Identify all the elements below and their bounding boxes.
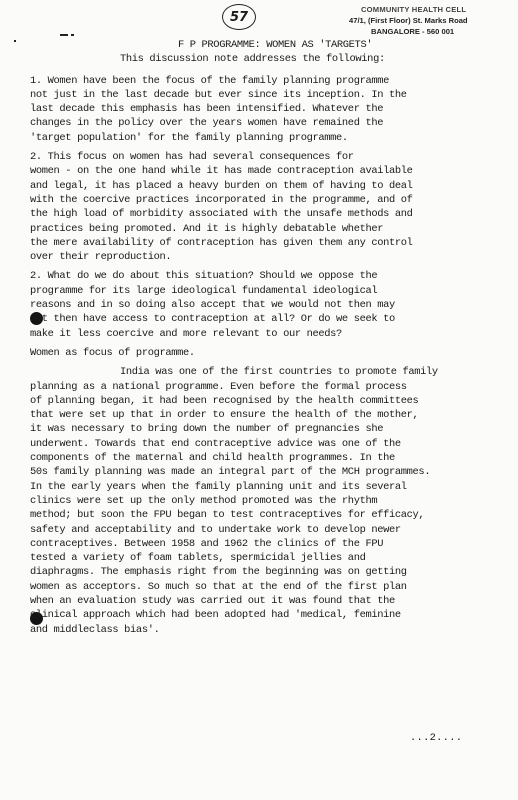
paragraph-line: and middleclass bias'.: [30, 623, 160, 636]
paragraph-1: [30, 74, 508, 145]
paragraph-line: women as acceptors. So much so that at the end of the first plan: [30, 580, 407, 593]
paragraph-line: tested a variety of foam tablets, spermicidal jellies and: [30, 552, 366, 565]
paragraph-line: practices being promoted. And it is highly debatable whether: [30, 222, 384, 235]
paragraph-line: diaphragms. The emphasis right from the beginning was on getting: [30, 566, 407, 579]
continuation-marker: ...2....: [410, 732, 463, 744]
paragraph-line: and legal, it has placed a heavy burden on them of having to deal: [30, 179, 413, 192]
paragraph-line: 2. This focus on women has had several consequences for: [30, 151, 354, 164]
body-paragraph: [30, 365, 508, 637]
paragraph-line: last decade this emphasis has been intensified. Whatever the: [30, 103, 384, 116]
paragraph-line: make it less coercive and more relevant to our needs?: [30, 327, 342, 340]
paragraph-2: [30, 150, 508, 264]
stamp-line-3: BANGALORE - 560 001: [371, 27, 455, 36]
paragraph-line: of planning began, it had been recognised by the health committees: [30, 394, 419, 407]
paragraph-line: 2. What do we do about this situation? Should we oppose the: [30, 270, 378, 283]
scan-speck: [60, 34, 68, 36]
section-subheading: Women as focus of programme.: [30, 346, 195, 359]
paragraph-line: components of the maternal and child health programmes. In the: [30, 452, 395, 465]
paragraph-line: the high load of morbidity associated with the unsafe methods and: [30, 208, 413, 221]
paragraph-line: women - on the one hand while it has made contraception available: [30, 165, 413, 178]
paragraph-line: 1. Women have been the focus of the family planning programme: [30, 74, 390, 87]
paragraph-line: In the early years when the family planning unit and its several: [30, 480, 407, 493]
paragraph-line: when an evaluation study was carried out it was found that the: [30, 594, 395, 607]
document-title: F P PROGRAMME: WOMEN AS 'TARGETS': [178, 39, 373, 51]
paragraph-line: the mere availability of contraception has given them any control: [30, 236, 413, 249]
scan-speck: [14, 40, 16, 42]
paragraph-line: that were set up that in order to ensure the health of the mother,: [30, 409, 419, 422]
paragraph-line: clinical approach which had been adopted had 'medical, feminine: [30, 609, 401, 622]
paragraph-line: not just in the last decade but ever since its inception. In the: [30, 88, 407, 101]
paragraph-line: programme for its large ideological fundamental ideological: [30, 284, 378, 297]
paragraph-line: changes in the policy over the years women have remained the: [30, 117, 384, 130]
paragraph-line: 'target population' for the family planning programme.: [30, 131, 348, 144]
paragraph-line: with the coercive practices incorporated in the programme, and of: [30, 193, 413, 206]
scan-speck: [71, 34, 74, 36]
paragraph-line: 50s family planning was made an integral part of the MCH programmes.: [30, 466, 431, 479]
paragraph-line: clinics were set up the only method promoted was the rhythm: [30, 494, 378, 507]
paragraph-line: safety and acceptability and to undertake work to develop newer: [30, 523, 401, 536]
paragraph-line: reasons and in so doing also accept that we would not then may: [30, 299, 395, 312]
paragraph-line: it was necessary to bring down the number of pregnancies she: [30, 423, 384, 436]
paragraph-line: underwent. Towards that end contraceptive advice was one of the: [30, 437, 401, 450]
paragraph-line: not then have access to contraception at all? Or do we seek to: [30, 313, 395, 326]
paragraph-line: planning as a national programme. Even before the formal process: [30, 380, 407, 393]
intro-line: This discussion note addresses the following:: [120, 53, 385, 66]
paragraph-3: [30, 269, 508, 340]
paragraph-line: over their reproduction.: [30, 251, 172, 264]
paragraph-line: method; but soon the FPU began to test contraceptives for efficacy,: [30, 509, 425, 522]
paragraph-line: contraceptives. Between 1958 and 1962 the clinics of the FPU: [30, 537, 384, 550]
paragraph-line: India was one of the first countries to promote family: [120, 366, 438, 379]
stamp-line-1: COMMUNITY HEALTH CELL: [361, 5, 467, 14]
organization-stamp: [335, 4, 515, 37]
stamp-line-2: 47/1, (First Floor) St. Marks Road: [349, 16, 468, 25]
document-body: [30, 38, 508, 637]
page-number: 57: [222, 4, 256, 30]
